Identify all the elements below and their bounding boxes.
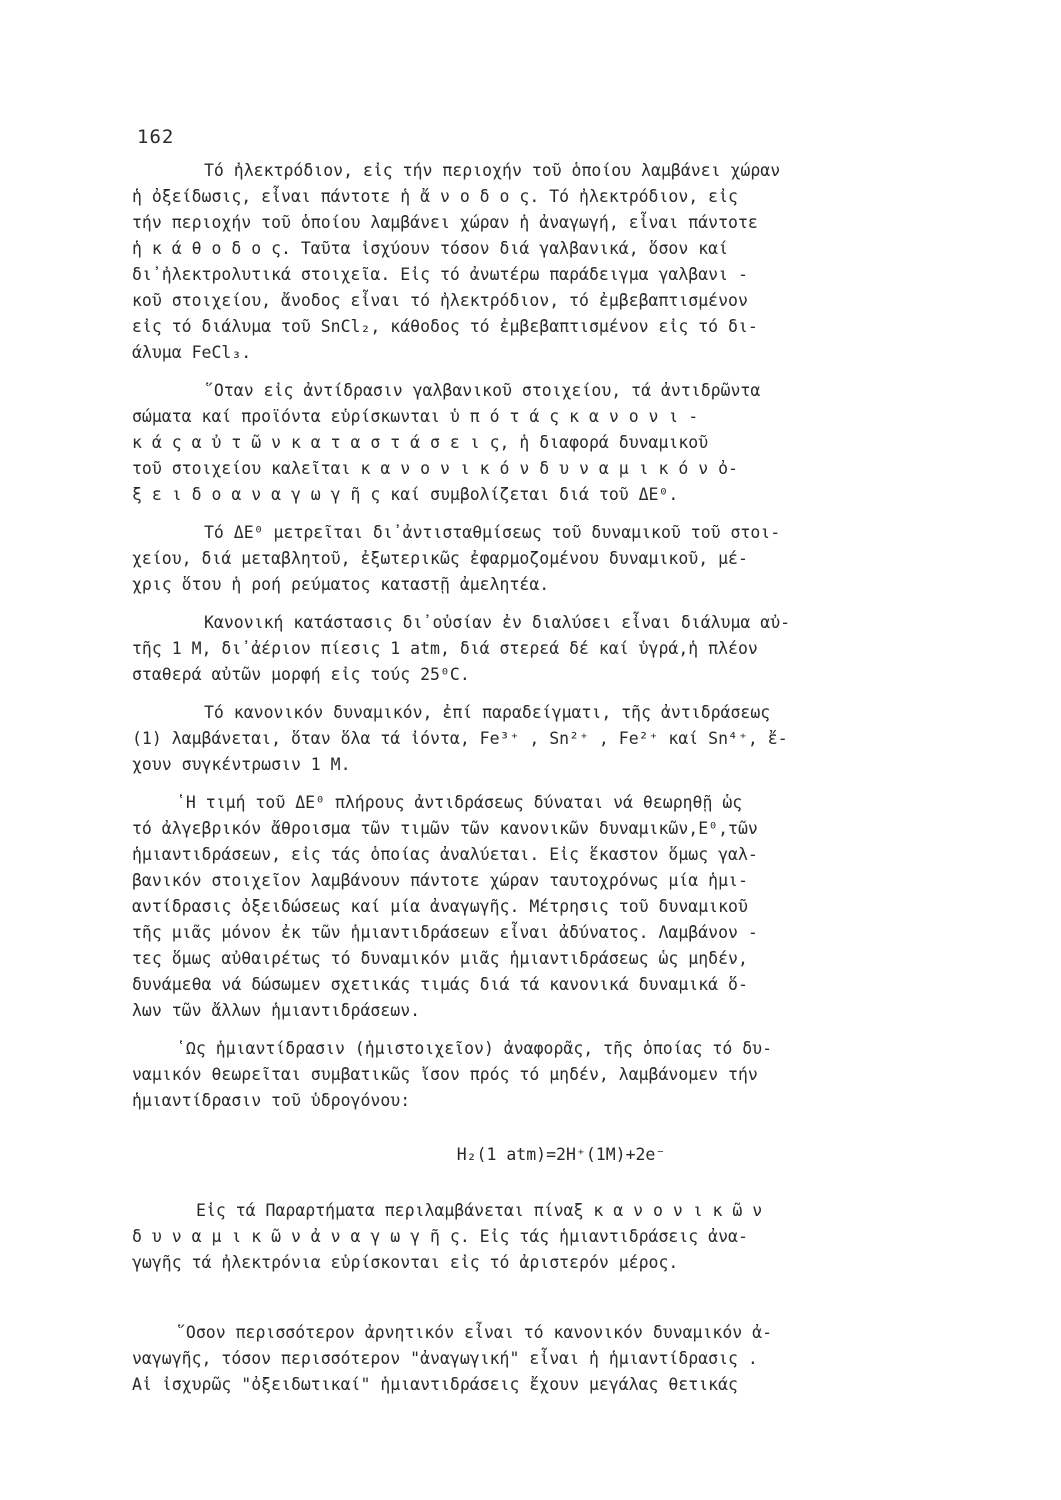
- paragraph-measurement: [132, 520, 950, 598]
- text-line: σώματα καί προϊόντα εὑρίσκωνται ὑ π ό τ ά ς κ α ν ο ν ι -: [132, 407, 699, 426]
- hydrogen-equation: H₂(1 atm)=2H⁺(1M)+2e⁻: [456, 1145, 666, 1164]
- text-line: δυνάμεθα νά δώσωμεν σχετικάς τιμάς διά τά κανονικά δυναμικά ὅ-: [132, 975, 748, 994]
- text-line: Εἰς τά Παραρτήματα περιλαμβάνεται πίναξ κ α ν ο ν ι κ ῶ ν: [196, 1201, 763, 1220]
- text-line: χουν συγκέντρωσιν 1 M.: [132, 755, 351, 774]
- paragraph-example: [132, 700, 950, 778]
- text-line: ἡμιαντίδρασιν τοῦ ὑδρογόνου:: [132, 1091, 411, 1110]
- text-line: τοῦ στοιχείου καλεῖται κ α ν ο ν ι κ ό ν δ υ ν α μ ι κ ό ν ὀ-: [132, 459, 738, 478]
- paragraph-standard-potential: [132, 378, 950, 508]
- text-line: ῞Οταν εἰς ἀντίδρασιν γαλβανικοῦ στοιχείου, τά ἀντιδρῶντα: [204, 381, 761, 400]
- text-line: τες ὅμως αὐθαιρέτως τό δυναμικόν μιᾶς ἡμιαντιδράσεως ὡς μηδέν,: [132, 949, 748, 968]
- text-line: λων τῶν ἄλλων ἡμιαντιδράσεων.: [132, 1001, 421, 1020]
- text-line: τήν περιοχήν τοῦ ὁποίου λαμβάνει χώραν ἡ ἀναγωγή, εἶναι πάντοτε: [132, 213, 758, 232]
- text-line: αντίδρασις ὀξειδώσεως καί μία ἀναγωγῆς. Μέτρησις τοῦ δυναμικοῦ: [132, 897, 748, 916]
- text-line: κ ά ς α ὐ τ ῶ ν κ α τ α σ τ ά σ ε ι ς, ἡ διαφορά δυναμικοῦ: [132, 433, 709, 452]
- text-line: τό ἀλγεβρικόν ἄθροισμα τῶν τιμῶν τῶν κανονικῶν δυναμικῶν,E⁰,τῶν: [132, 819, 758, 838]
- paragraph-appendix: [132, 1198, 950, 1276]
- text-line: δ υ ν α μ ι κ ῶ ν ἀ ν α γ ω γ ῆ ς. Εἰς τάς ἡμιαντιδράσεις ἀνα-: [132, 1227, 748, 1246]
- text-line: γωγῆς τά ἠλεκτρόνια εὑρίσκονται εἰς τό ἀριστερόν μέρος.: [132, 1253, 679, 1272]
- paragraph-half-reactions: [132, 790, 950, 1024]
- text-line: ῾Ως ἡμιαντίδρασιν (ἡμιστοιχεῖον) ἀναφορᾶς, τῆς ὁποίας τό δυ-: [176, 1039, 773, 1058]
- text-line: ἡμιαντιδράσεων, εἰς τάς ὁποίας ἀναλύεται. Εἰς ἕκαστον ὅμως γαλ-: [132, 845, 758, 864]
- text-line: ἡ ὀξείδωσις, εἶναι πάντοτε ἡ ἄ ν ο δ ο ς. Τό ἠλεκτρόδιον, εἰς: [132, 187, 738, 206]
- text-line: Κανονική κατάστασις δι᾽οὐσίαν ἐν διαλύσει εἶναι διάλυμα αὐ-: [204, 613, 791, 632]
- text-line: Τό ΔE⁰ μετρεῖται δι᾽ἀντισταθμίσεως τοῦ δυναμικοῦ τοῦ στοι-: [204, 523, 781, 542]
- body-text: [132, 158, 950, 1398]
- text-line: Αἱ ἰσχυρῶς "ὀξειδωτικαί" ἡμιαντιδράσεις ἔχουν μεγάλας θετικάς: [132, 1375, 738, 1394]
- text-line: χείου, διά μεταβλητοῦ, ἐξωτερικῶς ἐφαρμοζομένου δυναμικοῦ, μέ-: [132, 549, 748, 568]
- text-line: άλυμα FeCl₃.: [132, 343, 252, 362]
- page-number: 162: [137, 126, 175, 148]
- text-line: εἰς τό διάλυμα τοῦ SnCl₂, κάθοδος τό ἐμβεβαπτισμένον εἰς τό δι-: [132, 317, 758, 336]
- text-line: δι᾽ἠλεκτρολυτικά στοιχεῖα. Εἰς τό ἀνωτέρω παράδειγμα γαλβανι -: [132, 265, 748, 284]
- paragraph-reference-electrode: [132, 1036, 950, 1114]
- text-line: ῞Οσον περισσότερον ἀρνητικόν εἶναι τό κανονικόν δυναμικόν ἀ-: [176, 1323, 773, 1342]
- text-line: τῆς 1 M, δι᾽ἀέριον πίεσις 1 atm, διά στερεά δέ καί ὑγρά,ἡ πλέον: [132, 639, 758, 658]
- text-line: Τό ἠλεκτρόδιον, εἰς τήν περιοχήν τοῦ ὁποίου λαμβάνει χώραν: [204, 161, 781, 180]
- text-line: ῾Η τιμή τοῦ ΔE⁰ πλήρους ἀντιδράσεως δύναται νά θεωρηθῇ ὡς: [176, 793, 743, 812]
- text-line: ναμικόν θεωρεῖται συμβατικῶς ἴσον πρός τό μηδέν, λαμβάνομεν τήν: [132, 1065, 758, 1084]
- text-line: βανικόν στοιχεῖον λαμβάνουν πάντοτε χώραν ταυτοχρόνως μία ἡμι-: [132, 871, 748, 890]
- paragraph-electrodes: [132, 158, 950, 366]
- text-line: ξ ε ι δ ο α ν α γ ω γ ῆ ς καί συμβολίζεται διά τοῦ ΔE⁰.: [132, 485, 679, 504]
- text-line: ναγωγῆς, τόσον περισσότερον "ἀναγωγική" εἶναι ἡ ἡμιαντίδρασις .: [132, 1349, 758, 1368]
- text-line: σταθερά αὐτῶν μορφή εἰς τούς 25⁰C.: [132, 665, 470, 684]
- text-line: ἡ κ ά θ ο δ ο ς. Ταῦτα ἰσχύουν τόσον διά γαλβανικά, ὅσον καί: [132, 239, 729, 258]
- text-line: Τό κανονικόν δυναμικόν, ἐπί παραδείγματι, τῆς ἀντιδράσεως: [204, 703, 771, 722]
- text-line: χρις ὅτου ἡ ροή ρεύματος καταστῇ ἀμελητέα.: [132, 575, 550, 594]
- text-line: (1) λαμβάνεται, ὅταν ὅλα τά ἰόντα, Fe³⁺ , Sn²⁺ , Fe²⁺ καί Sn⁴⁺, ἔ-: [132, 729, 788, 748]
- paragraph-reducing-strength: [132, 1320, 950, 1398]
- paragraph-standard-state: [132, 610, 950, 688]
- text-line: τῆς μιᾶς μόνον ἐκ τῶν ἡμιαντιδράσεων εἶναι ἀδύνατος. Λαμβάνον -: [132, 923, 758, 942]
- text-line: κοῦ στοιχείου, ἄνοδος εἶναι τό ἠλεκτρόδιον, τό ἐμβεβαπτισμένον: [132, 291, 748, 310]
